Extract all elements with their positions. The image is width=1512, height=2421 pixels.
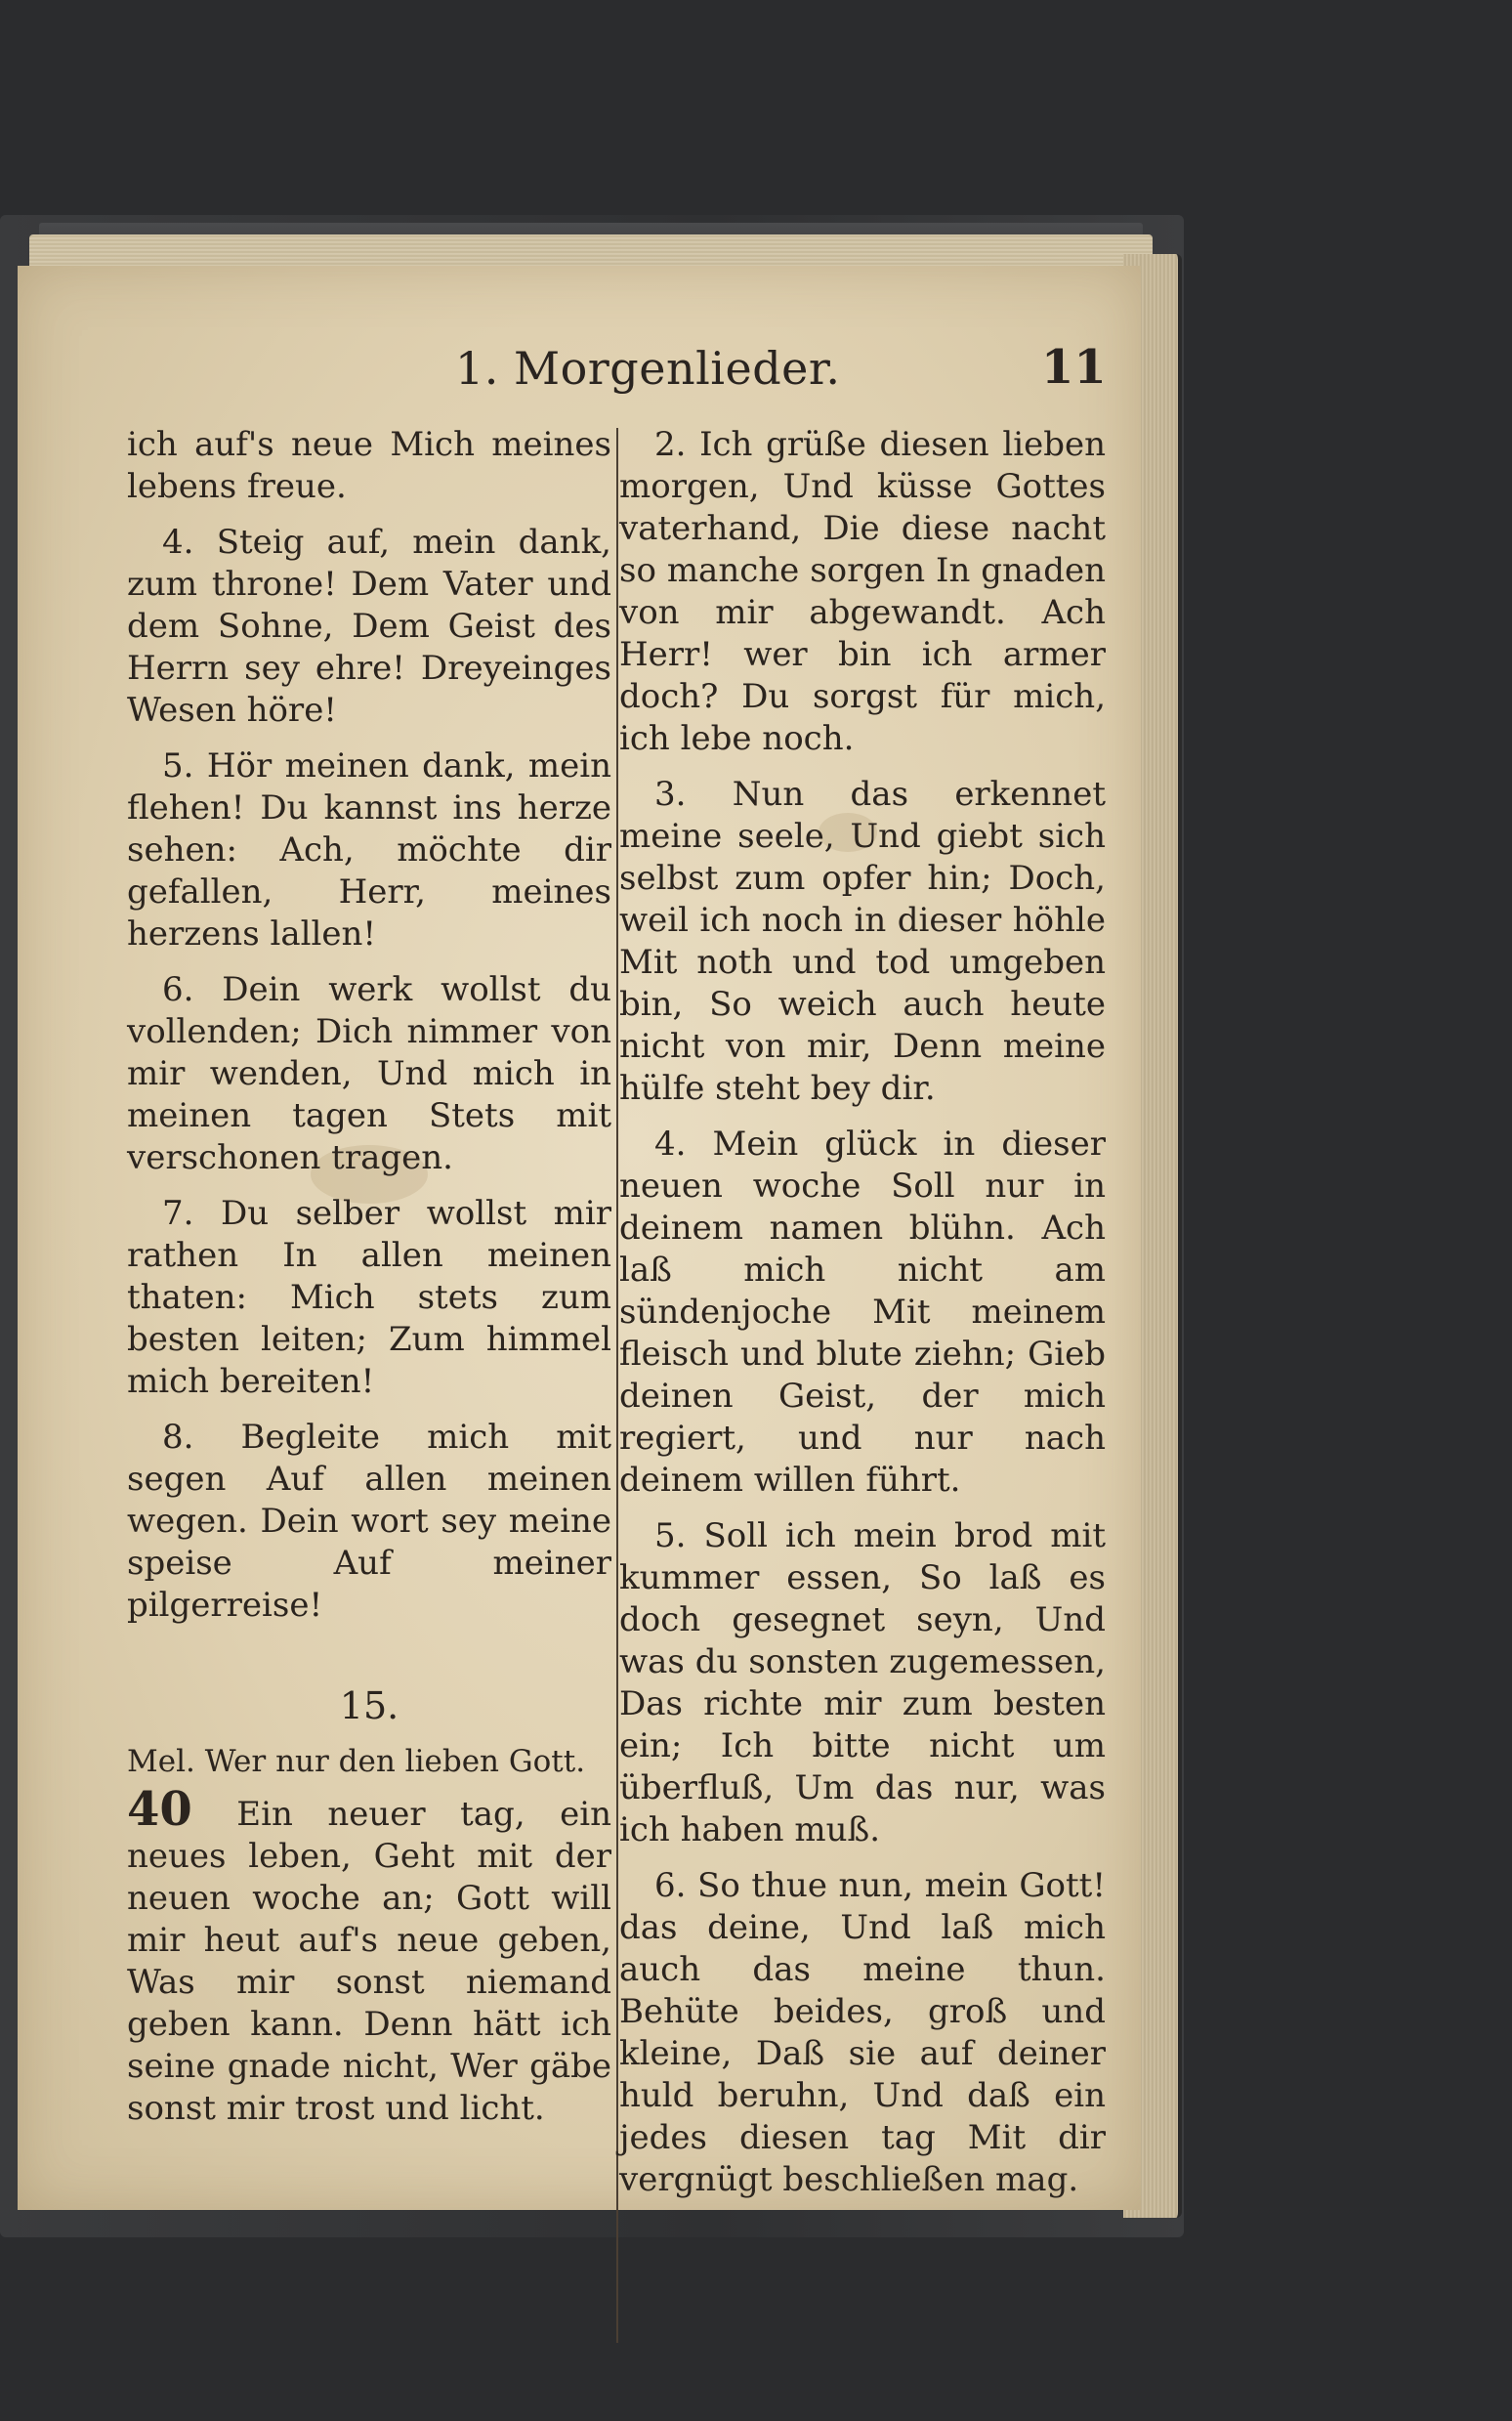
hymn-first-verse — [127, 1782, 611, 2130]
verse-continuation: ich auf's neue Mich meines lebens freue. — [127, 425, 611, 506]
verse-7: 7. Du selber wollst mir rathen In allen meinen thaten: Mich stets zum besten leiten; Zum himmel mich bereiten! — [127, 1194, 611, 1401]
hymn-index: 40 — [127, 1782, 192, 1837]
verse-2: 2. Ich grüße diesen lieben morgen, Und küsse Gottes vaterhand, Die diese nacht so manche sorgen In gnaden von mir abgewandt. Ach Herr! wer bin ich armer doch? Du sorgst für mich, ich lebe noch. — [619, 425, 1106, 758]
verse-3: 3. Nun das erkennet meine seele, Und giebt sich selbst zum opfer hin; Doch, weil ich noch in dieser höhle Mit noth und tod umgeben bin, So weich auch heute nicht von mir, Denn meine hülfe steht bey dir. — [619, 775, 1106, 1108]
verse-6: 6. Dein werk wollst du vollenden; Dich nimmer von mir wenden, Und mich in meinen tagen Stets mit verschonen tragen. — [127, 970, 611, 1177]
page-number: 11 — [1041, 340, 1107, 395]
book-page — [18, 266, 1141, 2210]
left-column — [127, 424, 611, 2144]
verse-5-right: 5. Soll ich mein brod mit kummer essen, So laß es doch gesegnet seyn, Und was du sonsten zugemessen, Das richte mir zum besten ein; Ich bitte nicht um überfluß, Um das nur, was ich haben muß. — [619, 1516, 1106, 1849]
running-header — [18, 266, 1141, 403]
verse-5: 5. Hör meinen dank, mein flehen! Du kannst ins herze sehen: Ach, möchte dir gefallen, Herr, meines herzens lallen! — [127, 746, 611, 954]
verse-4-right: 4. Mein glück in dieser neuen woche Soll nur in deinem namen blühn. Ach laß mich nicht am sündenjoche Mit meinem fleisch und blute ziehn; Gieb deinen Geist, der mich regiert, und nur nach deinem willen führt. — [619, 1125, 1106, 1500]
verse-4: 4. Steig auf, mein dank, zum throne! Dem Vater und dem Sohne, Dem Geist des Herrn sey ehre! Dreyeinges Wesen höre! — [127, 523, 611, 730]
melody-line: Mel. Wer nur den lieben Gott. — [127, 1744, 586, 1779]
hymn-number: 15. — [339, 1684, 399, 1727]
right-column — [619, 424, 1106, 2215]
column-divider — [616, 428, 618, 2343]
verse-8: 8. Begleite mich mit segen Auf allen meinen wegen. Dein wort sey meine speise Auf meiner pilgerreise! — [127, 1418, 611, 1625]
section-title: 1. Morgenlieder. — [455, 342, 841, 395]
hymn-first-verse-text: Ein neuer tag, ein neues leben, Geht mit der neuen woche an; Gott will mir heut auf's neue geben, Was mir sonst niemand geben kann. Denn hätt ich seine gnade nicht, Wer gäbe sonst mir trost und licht. — [127, 1795, 611, 2128]
verse-6-right: 6. So thue nun, mein Gott! das deine, Und laß mich auch das meine thun. Behüte beides, groß und kleine, Daß sie auf deiner huld beruhn, Und daß ein jedes diesen tag Mit dir vergnügt beschließen mag. — [619, 1866, 1106, 2199]
